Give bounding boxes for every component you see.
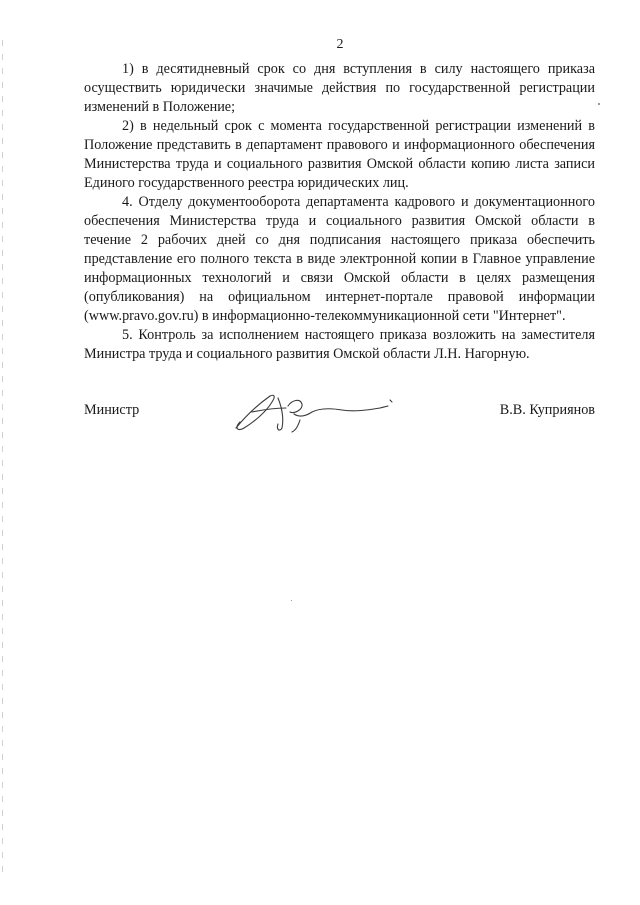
signatory-title: Министр bbox=[84, 402, 140, 418]
paragraph-item-5: 5. Контроль за исполнением настоящего приказа возложить на заместителя Министра труда и социального развития Омской области Л.Н. Нагорную. bbox=[84, 327, 595, 362]
handwritten-signature bbox=[230, 388, 400, 438]
paragraph-item-4: 4. Отделу документооборота департамента кадрового и документационного обеспечения Министерства труда и социального развития Омской области в течение 2 рабочих дней со дня подписания настоящего приказа обеспечить представление его полного текста в виде электронной копии в Главное управление информационных технологий и связи Омской области в целях размещения (опубликования) на официальном интернет-портале правовой информации (www.pravo.gov.ru) в информационно-телекоммуникационной сети "Интернет". bbox=[84, 194, 595, 324]
document-body bbox=[84, 60, 595, 364]
scan-speck bbox=[598, 103, 600, 105]
signatory-name: В.В. Куприянов bbox=[499, 402, 595, 418]
page-number: 2 bbox=[336, 37, 344, 52]
signature-block bbox=[84, 398, 595, 438]
scan-speck bbox=[291, 600, 292, 601]
scan-edge-artifact bbox=[2, 40, 3, 880]
paragraph-item-1: 1) в десятидневный срок со дня вступления в силу настоящего приказа осуществить юридически значимые действия по государственной регистрации изменений в Положение; bbox=[84, 61, 595, 115]
paragraph-item-2: 2) в недельный срок с момента государственной регистрации изменений в Положение представить в департамент правового и информационного обеспечения Министерства труда и социального развития Омской области копию листа записи Единого государственного реестра юридических лиц. bbox=[84, 118, 595, 191]
